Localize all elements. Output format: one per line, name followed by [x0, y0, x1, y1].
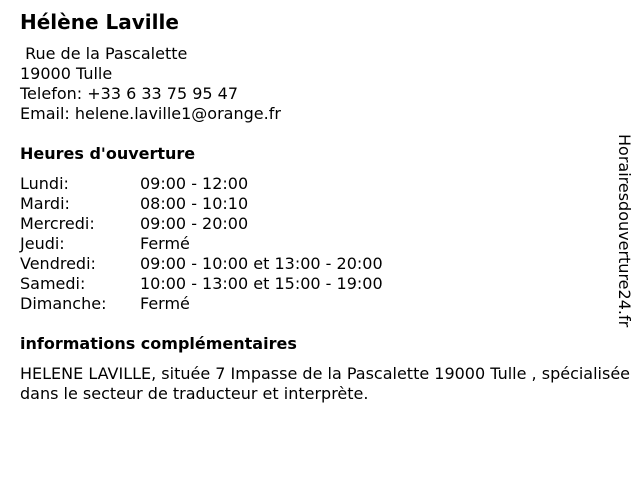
site-watermark-text: Horairesdouverture24.fr: [615, 134, 634, 328]
hours-row: [20, 254, 632, 274]
hours-time: Fermé: [140, 234, 190, 253]
hours-day: Mardi:: [20, 194, 70, 213]
address-line-1: Rue de la Pascalette: [20, 44, 188, 63]
hours-day: Dimanche:: [20, 294, 107, 313]
address-line-2: 19000 Tulle: [20, 64, 113, 83]
hours-day: Mercredi:: [20, 214, 95, 233]
phone-line: Telefon: +33 6 33 75 95 47: [20, 84, 239, 103]
hours-time: 09:00 - 10:00 et 13:00 - 20:00: [140, 254, 383, 273]
hours-row: [20, 274, 632, 294]
hours-row: [20, 194, 632, 214]
business-name: Hélène Laville: [20, 10, 179, 34]
opening-hours-list: [20, 174, 632, 314]
hours-time: 10:00 - 13:00 et 15:00 - 19:00: [140, 274, 383, 293]
info-text: HELENE LAVILLE, située 7 Impasse de la Pascalette 19000 Tulle , spécialisée dans le secteur de traducteur et interprète.: [20, 364, 631, 403]
hours-time: 09:00 - 12:00: [140, 174, 249, 193]
hours-day: Samedi:: [20, 274, 86, 293]
site-watermark: [612, 134, 636, 348]
hours-row: [20, 294, 632, 314]
business-card: [20, 8, 632, 404]
hours-time: 09:00 - 20:00: [140, 214, 249, 233]
hours-day: Lundi:: [20, 174, 69, 193]
hours-day: Jeudi:: [20, 234, 65, 253]
info-title: informations complémentaires: [20, 334, 297, 353]
hours-time: 08:00 - 10:10: [140, 194, 249, 213]
hours-day: Vendredi:: [20, 254, 96, 273]
hours-row: [20, 234, 632, 254]
hours-row: [20, 214, 632, 234]
hours-row: [20, 174, 632, 194]
hours-time: Fermé: [140, 294, 190, 313]
email-line: Email: helene.laville1@orange.fr: [20, 104, 281, 123]
hours-title: Heures d'ouverture: [20, 144, 196, 163]
